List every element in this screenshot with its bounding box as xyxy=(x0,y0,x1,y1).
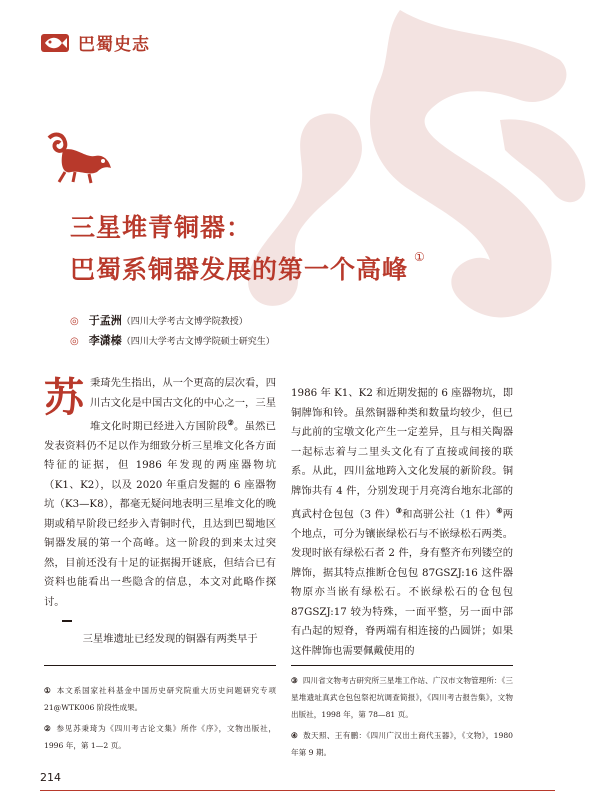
article-title-line-2 xyxy=(70,250,426,286)
footnotes-left xyxy=(44,682,276,758)
bronze-dragon-ornament-icon xyxy=(45,128,115,186)
paragraph-text: 两个地点，可分为镶嵌绿松石与不嵌绿松石两类。发现时嵌有绿松石者 2 件，身有整齐布列镂空的牌饰，据其特点推断仓包包 87GSZJ:16 这件器物原亦当嵌有绿松石。不嵌绿松石的仓包包 87GSZJ:17 较为特殊，一面平整，另一面中部有凸起的短脊，脊两端有相连接的凸圆饼；如果这件牌饰也需要佩戴使用的 xyxy=(291,508,514,657)
footnote-ref: ③ xyxy=(395,506,403,515)
footnote-number: ② xyxy=(44,724,52,733)
section-number xyxy=(62,620,72,622)
page-bottom-rule xyxy=(40,790,555,791)
article-title-text: 巴蜀系铜器发展的第一个高峰 xyxy=(70,255,409,284)
footnote-text: 参见苏秉琦为《四川考古论文集》所作《序》，文物出版社，1996 年，第 1—2 页。 xyxy=(44,724,276,750)
author-line xyxy=(70,332,275,348)
author-name: 李潇榛 xyxy=(88,334,122,347)
page-number: 214 xyxy=(40,771,61,784)
footnote-text: 敖天照、王有鹏：《四川广汉出土商代玉器》，《文物》，1980 年第 9 期。 xyxy=(291,731,514,757)
article-title-line-1: 三星堆青铜器： xyxy=(70,213,253,242)
footnote-number: ④ xyxy=(291,731,299,740)
body-column-left xyxy=(44,374,276,612)
author-line xyxy=(70,312,248,328)
title-footnote-ref: ① xyxy=(414,250,426,264)
paragraph: 三星堆遗址已经发现的铜器有两类早于 xyxy=(82,633,258,645)
paragraph-text: 。虽然已发表资料仍不足以作为细致分析三星堆文化各方面特征的证据，但 1986 年发现的两座器物坑（K1、K2），以及 2020 年重启发掘的 6 座器物坑（K3—K8），都毫无疑问地表明三星堆文化的晚期或稍早阶段已经步入青铜时代，且达到巴蜀地区铜器发展的第一个高峰。这一阶段的到来太过突然，目前还没有十足的证据揭开谜底，但结合已有资料也能看出一些隐含的信息，本文对此略作探讨。 xyxy=(44,420,277,608)
footnote xyxy=(44,682,276,716)
footnote-text: 本文系国家社科基金中国历史研究院重大历史问题研究专项 21@WTK006 阶段性成果。 xyxy=(44,686,276,712)
author-affiliation: （四川大学考古文博学院教授） xyxy=(121,317,248,327)
paragraph-text: 秉琦先生指出，从一个更高的层次看，四川古文化是中国古文化的中心之一，三星堆文化时期已经进入方国阶段 xyxy=(90,377,276,433)
footnote-divider xyxy=(291,665,513,666)
footnote-divider xyxy=(44,665,276,666)
footnotes-right xyxy=(291,672,513,765)
magazine-name: 巴蜀史志 xyxy=(78,35,150,55)
drop-cap: 苏 xyxy=(44,375,84,421)
fish-emblem-icon xyxy=(40,30,70,56)
author-bullet-icon: ◎ xyxy=(70,316,79,327)
footnote-text: 四川省文物考古研究所三星堆工作站、广汉市文物管理所：《三星堆遗址真武仓包包祭祀坑调查简报》，《四川考古报告集》，文物出版社，1998 年，第 78—81 页。 xyxy=(291,676,513,719)
body-column-right xyxy=(291,384,513,661)
footnote xyxy=(44,720,276,754)
author-bullet-icon: ◎ xyxy=(70,336,79,347)
author-affiliation: （四川大学考古文博学院硕士研究生） xyxy=(121,337,275,347)
footnote-number: ③ xyxy=(291,676,298,685)
paragraph-text: 1986 年 K1、K2 和近期发掘的 6 座器物坑，即铜牌饰和铃。虽然铜器种类和数量均较少，但已与此前的宝墩文化产生一定差异，且与相关陶器一起标志着与二里头文化有了直接或间接的联系。从此，四川盆地跨入文化发展的新阶段。铜牌饰共有 4 件，分别发现于月亮湾台地东北部的真武村仓包包（3 件） xyxy=(291,387,513,521)
footnote-ref: ④ xyxy=(496,506,503,515)
footnote-number: ① xyxy=(44,686,52,695)
footnote xyxy=(291,727,513,761)
footnote xyxy=(291,672,513,723)
footnote-ref: ② xyxy=(227,418,234,427)
author-name: 于孟洲 xyxy=(88,314,122,327)
paragraph xyxy=(44,374,276,612)
paragraph-text: 和高骈公社（1 件） xyxy=(402,508,497,521)
